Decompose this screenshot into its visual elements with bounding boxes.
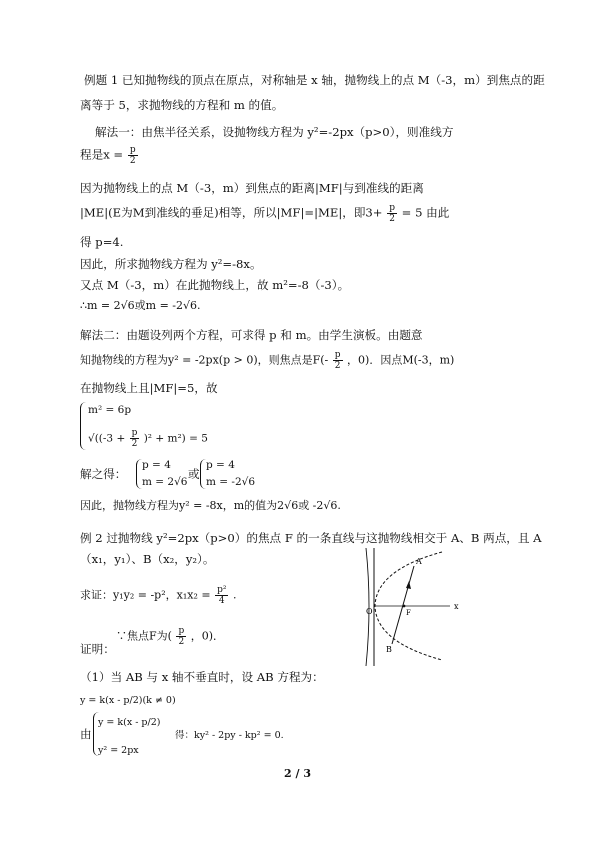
fraction-denominator: 2 <box>129 156 136 166</box>
fraction-p-over-2 <box>128 145 138 166</box>
solution-b-m: m = -2√6 <box>206 476 256 488</box>
page-number: 2 / 3 <box>284 767 311 780</box>
solution2-line2 <box>80 350 454 371</box>
fraction-p-over-2 <box>333 350 343 371</box>
conclusion-line: 因此，抛物线方程为y² = -8x，m的值为2√6或 -2√6. <box>80 499 341 512</box>
parabola-figure <box>362 548 482 668</box>
fraction-denominator: 2 <box>389 214 395 224</box>
parabola-focus-text: 知抛物线的方程为y² = -2px(p > 0)，则焦点是F(- <box>80 353 329 367</box>
prove-statement: 求证：y₁y₂ = -p²，x₁x₂ = $\frac{\text{p²}}{4}$ . <box>80 585 237 606</box>
solution1-line2 <box>80 145 139 166</box>
solution1-line1: 解法一：由焦半径关系，设抛物线方程为 y²=-2px（p>0），则准线方 <box>95 125 454 139</box>
fraction-numerator: p <box>178 626 185 636</box>
fraction-numerator: p <box>334 350 341 360</box>
distance-sqrt-prefix: √((-3 + <box>88 432 126 445</box>
example1-statement-line1: 例题 1 已知抛物线的顶点在原点，对称轴是 x 轴，抛物线上的点 M（-3，m）到焦点的距 <box>84 73 545 87</box>
prove-prefix: 求证：y₁y₂ = -p²，x₁x₂ = <box>80 588 211 602</box>
parabola-focus-suffix: ，0)．因点M(-3，m) <box>347 353 455 367</box>
system1-brace <box>80 402 86 450</box>
system1-equation2 <box>88 428 208 449</box>
solution1-line3: 因为抛物线上的点 M（-3，m）到焦点的距离|MF|与到准线的距离 <box>80 181 424 195</box>
fraction-numerator: p <box>389 203 395 213</box>
solution1-line7: 又点 M（-3，m）在此抛物线上，故 m²=-8（-3）。 <box>80 278 350 292</box>
label-F: F <box>406 609 411 617</box>
fraction-p-over-2 <box>176 626 186 647</box>
solution1-line4 <box>80 203 449 224</box>
solution-a-m: m = 2√6 <box>142 476 188 488</box>
fraction-numerator: p <box>131 428 138 438</box>
focus-point <box>403 605 406 608</box>
system2-result: 得：ky² - 2py - kp² = 0. <box>175 730 284 741</box>
system2-equation2: y² = 2px <box>98 745 139 756</box>
label-O: O <box>366 607 373 616</box>
focus-line <box>116 626 224 647</box>
arrow-head-icon <box>406 581 411 589</box>
line-equation: y = k(x - p/2)(k ≠ 0) <box>80 695 176 706</box>
solution2-line1: 解法二：由题设列两个方程，可求得 p 和 m。由学生演板。由题意 <box>80 328 423 342</box>
focus-suffix: ，0)． <box>190 629 224 643</box>
fraction-numerator: p² <box>217 585 227 595</box>
equal-distance-text: |ME|(E为M到准线的垂足)相等，所以|MF|=|ME|，即3+ <box>80 205 383 220</box>
case1-line: （1）当 AB 与 x 轴不垂直时，设 AB 方程为： <box>80 670 324 684</box>
example1-statement-line2: 离等于 5，求抛物线的方程和 m 的值。 <box>80 98 284 112</box>
solution1-line6: 因此，所求抛物线方程为 y²=-8x。 <box>80 257 262 271</box>
solution-a-p: p = 4 <box>142 459 171 471</box>
fraction-p2-over-4 <box>215 585 228 606</box>
solve-label: 解之得： <box>80 467 127 481</box>
equal-distance-suffix: = 5 由此 <box>401 205 450 220</box>
label-x: x <box>454 602 459 611</box>
label-A: A <box>416 557 422 566</box>
label-B: B <box>386 645 392 654</box>
fraction-numerator: p <box>129 145 136 155</box>
solution1-line8: ∴m = 2√6或m = -2√6. <box>80 299 201 312</box>
system1-equation1: m² = 6p <box>88 404 132 416</box>
solution-b-p: p = 4 <box>206 459 235 471</box>
proof-label: 证明： <box>80 642 115 656</box>
solution2-line3: 在抛物线上且|MF|=5，故 <box>80 381 218 395</box>
fraction-p-over-2 <box>130 428 140 449</box>
example2-statement-line1: 例 2 过抛物线 y²=2px（p>0）的焦点 F 的一条直线与这抛物线相交于 A、B 两点，且 A <box>80 531 542 545</box>
fraction-denominator: 2 <box>334 361 341 371</box>
focal-chord <box>392 566 414 644</box>
fraction-denominator: 2 <box>131 439 138 449</box>
fraction-denominator: 4 <box>218 596 225 606</box>
solution1-line5: 得 p=4. <box>80 235 124 249</box>
distance-sqrt-suffix: )² + m²) = 5 <box>143 432 208 445</box>
fraction-denominator: 2 <box>178 637 185 647</box>
fraction-p-over-2 <box>387 203 397 224</box>
directrix-prefix: 程是x = <box>80 147 124 162</box>
system2-from: 由 <box>80 727 92 741</box>
focus-prefix: ∵焦点F为( <box>116 629 172 643</box>
system2-equation1: y = k(x - p/2) <box>98 717 161 728</box>
or-word: 或 <box>188 467 200 481</box>
example2-statement-line2: （x₁，y₁）、B（x₂，y₂）。 <box>80 552 215 566</box>
